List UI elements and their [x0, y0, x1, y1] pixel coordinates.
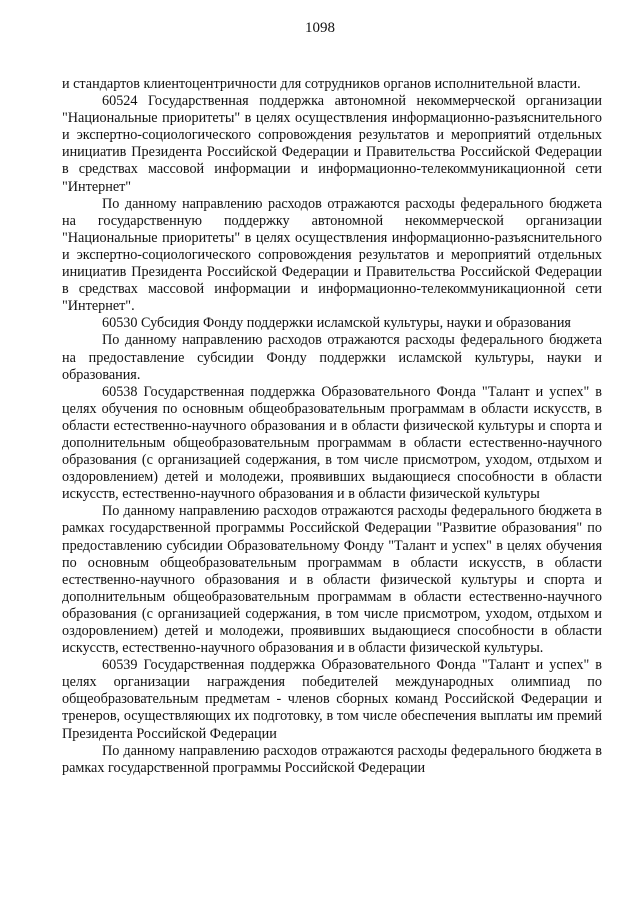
paragraph: По данному направлению расходов отражаются расходы федерального бюджета в рамках государственной программы Российской Федерации "Развитие образования" по предоставлению субсидии Образовательному Фонду "Талант и успех" в целях обучения по основным общеобразовательным программам в области искусств, в области естественно-научного образования и в области физической культуры и спорта и дополнительным общеобразовательным программам в области естественно-научного образования (с организацией содержания, в том числе присмотром, уходом, отдыхом и оздоровлением) детей и молодежи, проявивших выдающиеся способности в области искусств, естественно-научного образования и в области физической культуры. — [62, 503, 602, 657]
paragraph: По данному направлению расходов отражаются расходы федерального бюджета в рамках государственной программы Российской Федерации — [62, 742, 602, 776]
paragraph: По данному направлению расходов отражаются расходы федерального бюджета на государственную поддержку автономной некоммерческой организации "Национальные приоритеты" в целях осуществления информационно-разъяснительного и экспертно-социологического сопровождения результатов и мероприятий отдельных инициатив Президента Российской Федерации и Правительства Российской Федерации в средствах массовой информации и информационно-телекоммуникационной сети "Интернет". — [62, 195, 602, 315]
paragraph: и стандартов клиентоцентричности для сотрудников органов исполнительной власти. — [62, 76, 581, 92]
paragraph: 60538 Государственная поддержка Образовательного Фонда "Талант и успех" в целях обучения по основным общеобразовательным программам в области искусств, в области естественно-научного образования и в области физической культуры и спорта и дополнительным общеобразовательным программам в области естественно-научного образования (с организацией содержания, в том числе присмотром, уходом, отдыхом и оздоровлением) детей и молодежи, проявивших выдающиеся способности в области искусств, естественно-научного образования и в области физической культуры — [62, 383, 602, 503]
paragraph: По данному направлению расходов отражаются расходы федерального бюджета на предоставление субсидии Фонду поддержки исламской культуры, науки и образования. — [62, 332, 602, 383]
document-body — [62, 76, 602, 777]
paragraph: 60524 Государственная поддержка автономной некоммерческой организации "Национальные приоритеты" в целях осуществления информационно-разъяснительного и экспертно-социологического сопровождения результатов и мероприятий отдельных инициатив Президента Российской Федерации и Правительства Российской Федерации в средствах массовой информации и информационно-телекоммуникационной сети "Интернет" — [62, 93, 602, 195]
page-number: 1098 — [305, 20, 335, 36]
paragraph: 60539 Государственная поддержка Образовательного Фонда "Талант и успех" в целях организации награждения победителей международных олимпиад по общеобразовательным предметам - членов сборных команд Российской Федерации и тренеров, осуществляющих их подготовку, в том числе обеспечения выплаты им премий Президента Российской Федерации — [62, 657, 602, 742]
paragraph: 60530 Субсидия Фонду поддержки исламской культуры, науки и образования — [102, 315, 571, 332]
